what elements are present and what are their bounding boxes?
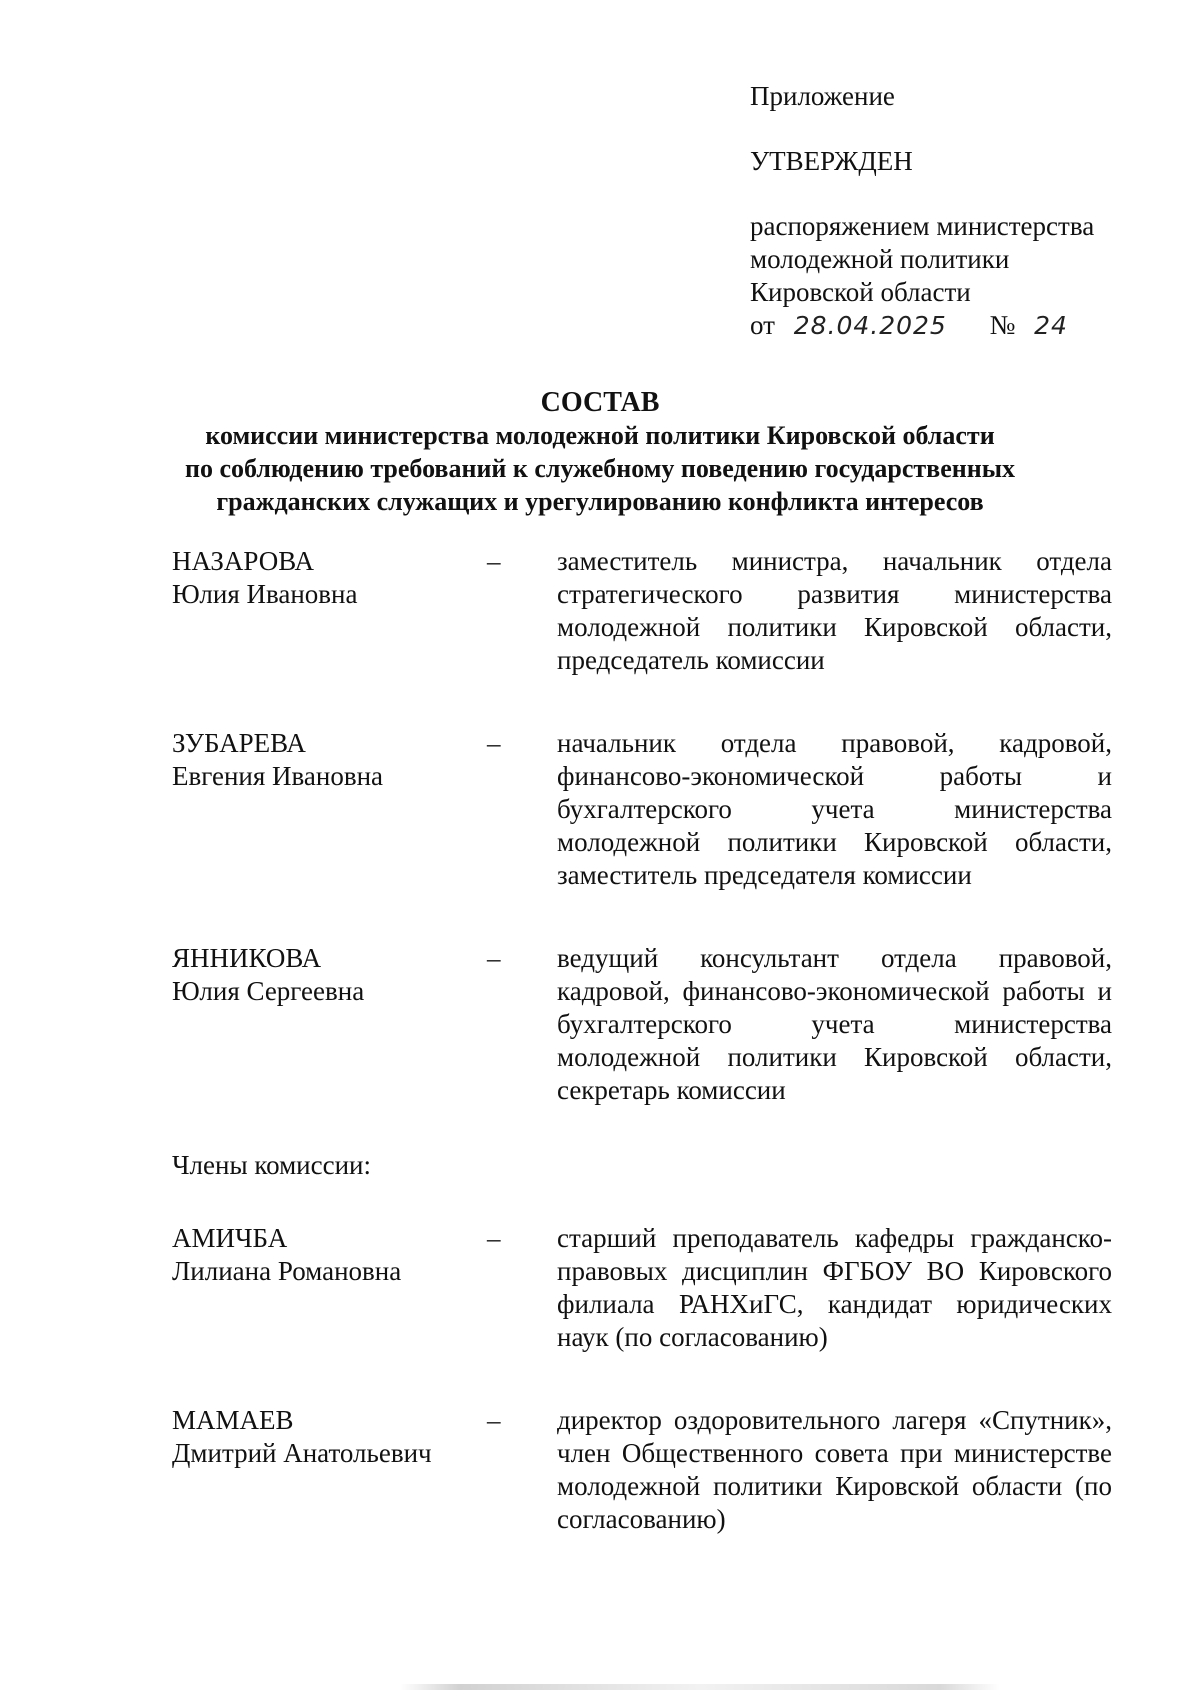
dash-separator: –	[487, 1223, 501, 1253]
member-row-vice-chair	[172, 727, 1112, 892]
member-given-name: Лилиана Романовна	[172, 1256, 402, 1286]
order-line-2: молодежной политики	[750, 244, 1010, 274]
title-main: СОСТАВ	[540, 387, 660, 418]
member-name	[172, 1404, 487, 1470]
member-row	[172, 1222, 1112, 1354]
order-line-1: распоряжением министерства	[750, 211, 1095, 241]
member-given-name: Дмитрий Анатольевич	[172, 1438, 432, 1468]
scan-edge-smudge	[400, 1684, 1000, 1690]
member-row	[172, 1404, 1112, 1536]
member-surname: АМИЧБА	[172, 1223, 288, 1253]
member-description: заместитель министра, начальник отдела стратегического развития министерства молодежной политики Кировской области, председатель комиссии	[557, 546, 1112, 675]
member-name	[172, 942, 487, 1008]
member-name	[172, 1222, 487, 1288]
dash-separator: –	[487, 546, 501, 576]
member-given-name: Юлия Ивановна	[172, 579, 358, 609]
approved-label: УТВЕРЖДЕН	[750, 146, 913, 176]
order-date-line	[750, 309, 1170, 342]
member-row-chair	[172, 545, 1112, 677]
member-surname: НАЗАРОВА	[172, 546, 315, 576]
member-description: ведущий консультант отдела правовой, кадровой, финансово-экономической работы и бухгалтерского учета министерства молодежной политики Кировской области, секретарь комиссии	[557, 943, 1112, 1105]
title-line-1: комиссии министерства молодежной политики Кировской области	[205, 421, 995, 450]
member-description: директор оздоровительного лагеря «Спутник», член Общественного совета при министерстве молодежной политики Кировской области (по согласованию)	[557, 1405, 1112, 1534]
member-surname: ЗУБАРЕВА	[172, 728, 306, 758]
member-given-name: Юлия Сергеевна	[172, 976, 365, 1006]
document-title	[80, 386, 1120, 518]
title-line-3: гражданских служащих и урегулированию конфликта интересов	[216, 487, 984, 516]
member-name	[172, 727, 487, 793]
member-surname: ЯННИКОВА	[172, 943, 322, 973]
member-row-secretary	[172, 942, 1112, 1107]
number-sign: №	[989, 310, 1016, 340]
member-given-name: Евгения Ивановна	[172, 761, 384, 791]
title-line-2: по соблюдению требований к служебному поведению государственных	[184, 454, 1016, 483]
handwritten-number: 24	[1034, 311, 1068, 340]
member-name	[172, 545, 487, 611]
dash-separator: –	[487, 1405, 501, 1435]
members-label: Члены комиссии:	[172, 1150, 371, 1180]
order-line-3: Кировской области	[750, 277, 971, 307]
handwritten-date: 28.04.2025	[793, 311, 947, 340]
member-surname: МАМАЕВ	[172, 1405, 294, 1435]
approval-stamp-block	[750, 80, 1170, 342]
commission-list	[172, 545, 1112, 1586]
from-label: от	[750, 310, 775, 340]
member-description: старший преподаватель кафедры гражданско-правовых дисциплин ФГБОУ ВО Кировского филиала РАНХиГС, кандидат юридических наук (по согласованию)	[557, 1223, 1112, 1352]
member-description: начальник отдела правовой, кадровой, финансово-экономической работы и бухгалтерского учета министерства молодежной политики Кировской области, заместитель председателя комиссии	[557, 728, 1112, 890]
dash-separator: –	[487, 728, 501, 758]
appendix-label: Приложение	[750, 81, 895, 111]
dash-separator: –	[487, 943, 501, 973]
